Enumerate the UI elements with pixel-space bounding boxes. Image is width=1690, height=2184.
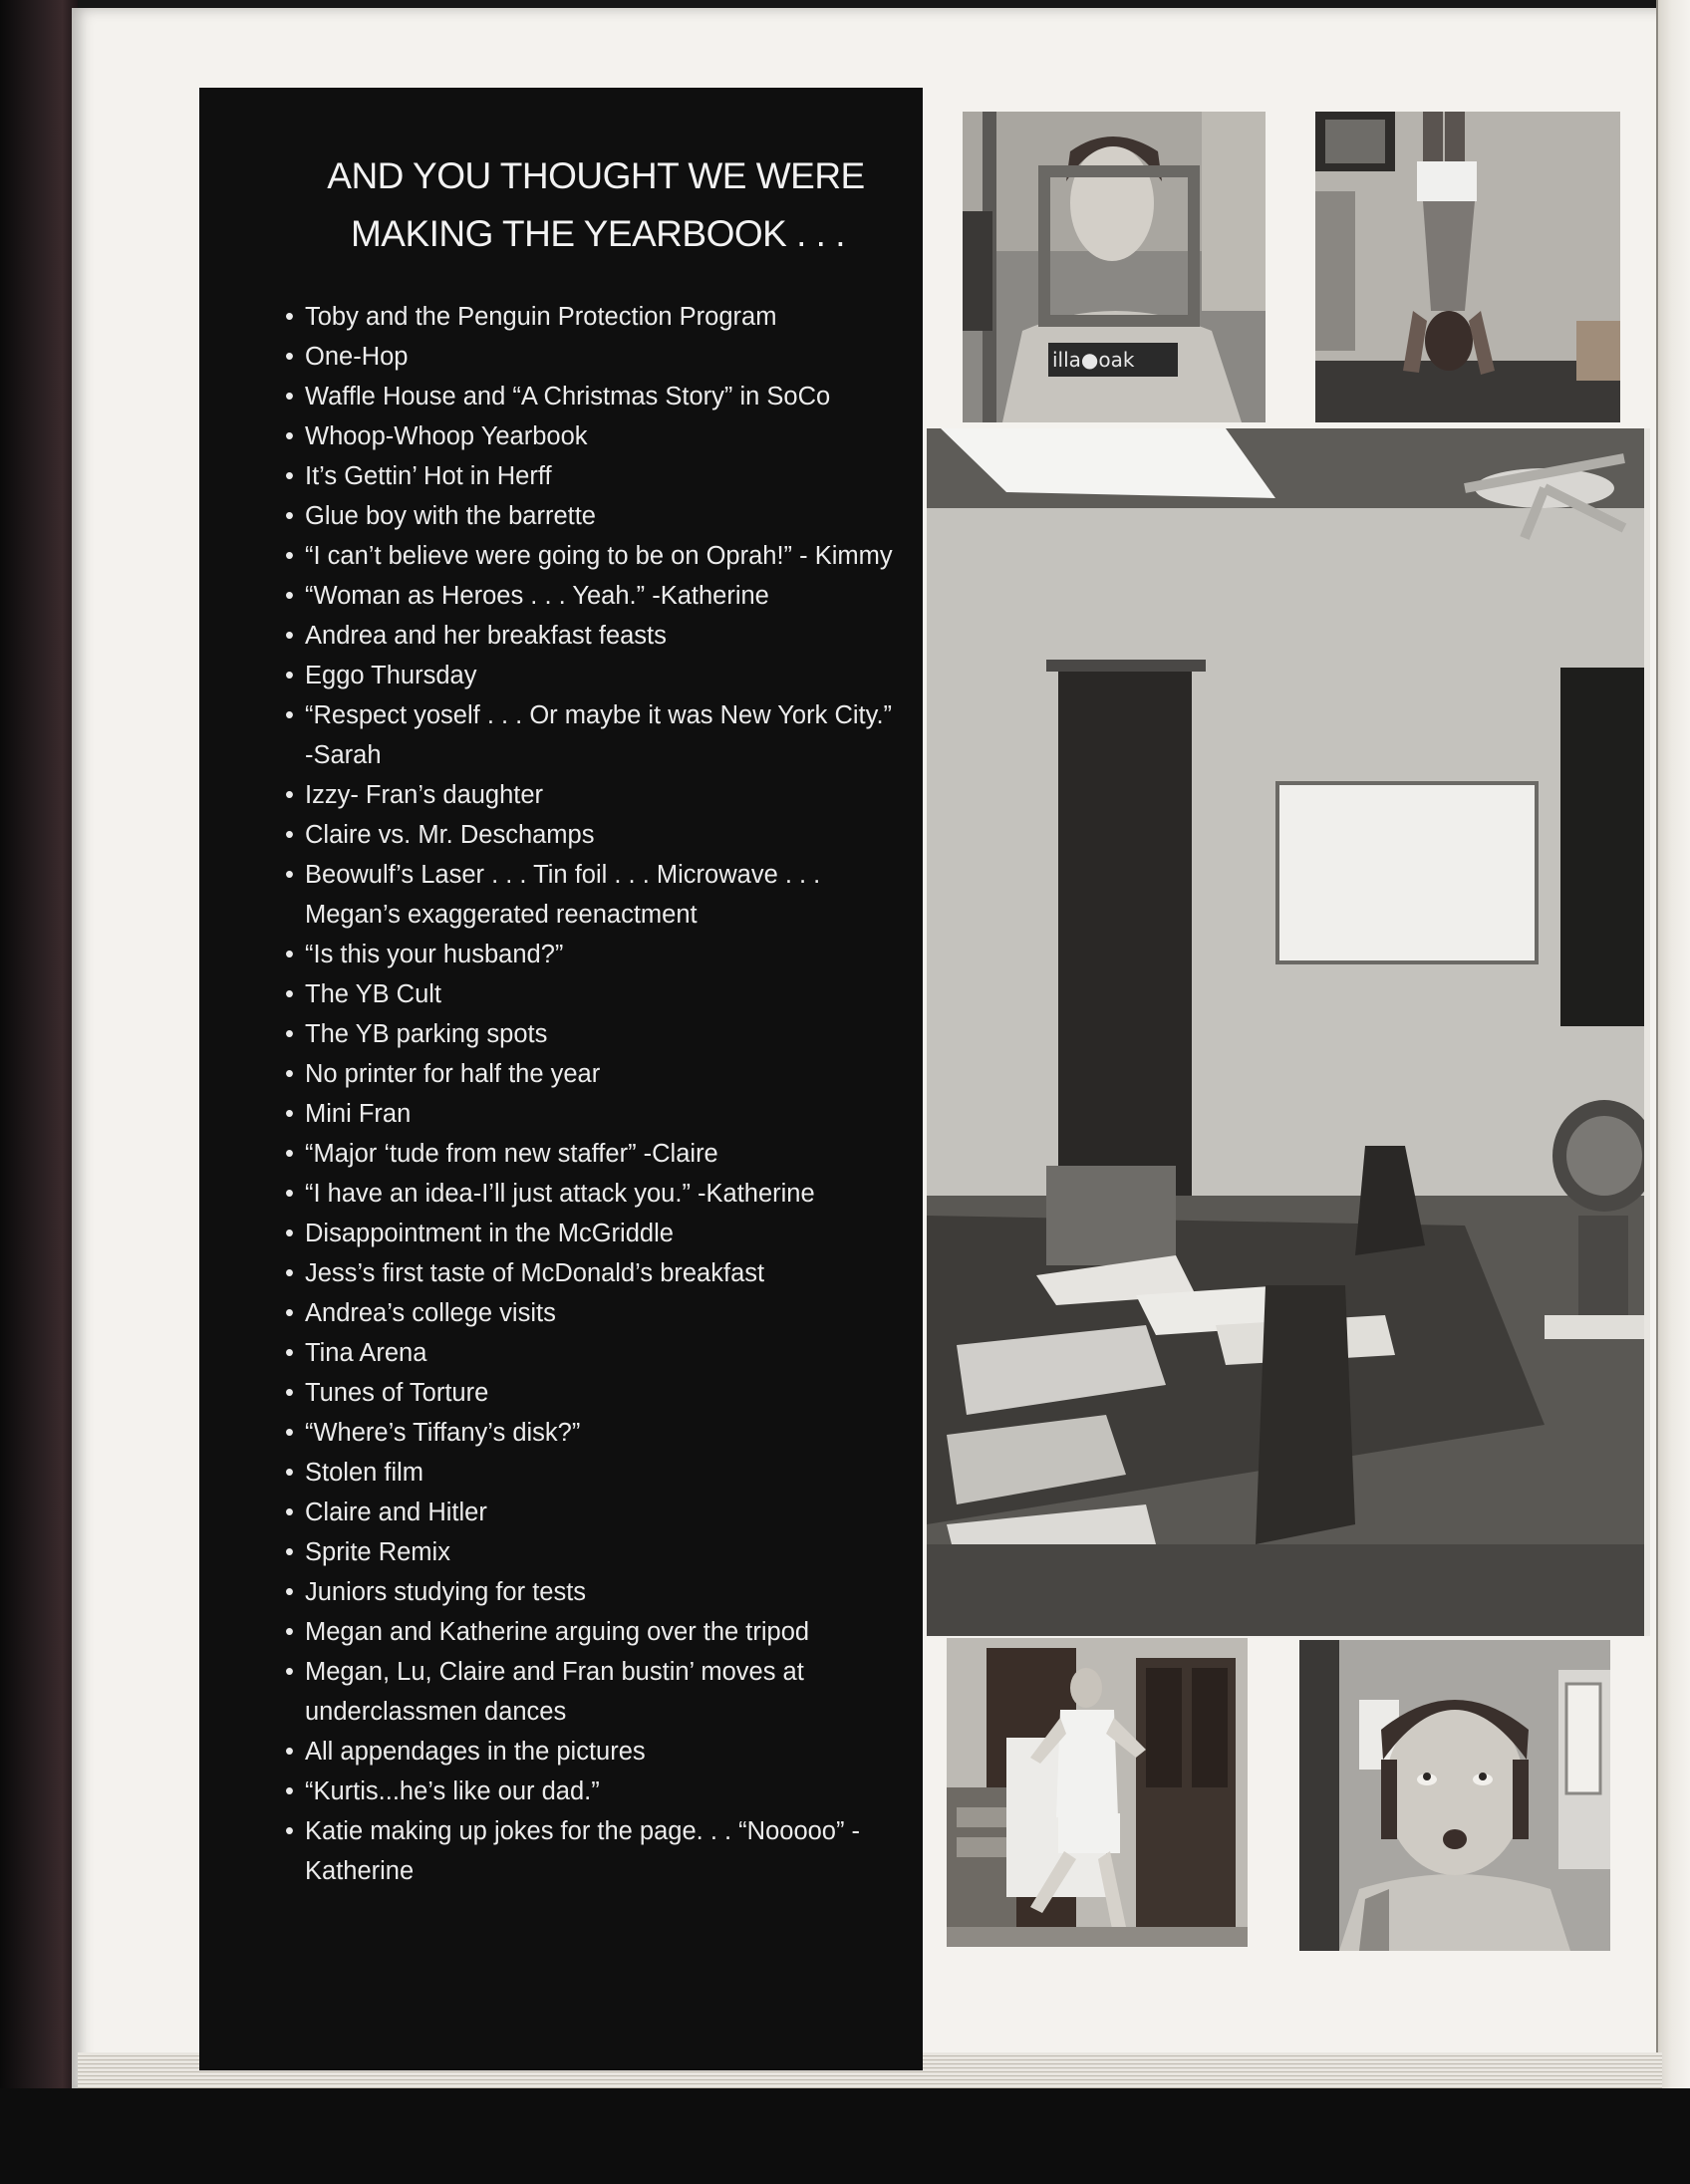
memory-item: • Andrea’s college visits	[285, 1293, 903, 1333]
memory-item: • Katie making up jokes for the page. . . “Nooooo” -Katherine	[285, 1811, 903, 1891]
book-edge	[0, 0, 78, 2184]
memory-item: • Andrea and her breakfast feasts	[285, 616, 903, 656]
photo-dancing-student	[947, 1638, 1248, 1947]
page-gutter	[1656, 0, 1690, 2092]
text-panel	[199, 88, 923, 2070]
memory-item: • One-Hop	[285, 337, 903, 377]
memory-item: • Toby and the Penguin Protection Program	[285, 297, 903, 337]
memories-list	[285, 297, 903, 1891]
page-title	[199, 147, 923, 263]
memory-item: • Beowulf’s Laser . . . Tin foil . . . Microwave . . . Megan’s exaggerated reenactment	[285, 855, 903, 935]
photo-girl-face	[1299, 1640, 1610, 1951]
title-line-2: MAKING THE YEARBOOK . . .	[350, 213, 846, 254]
memory-item: • Disappointment in the McGriddle	[285, 1214, 903, 1253]
memory-item: • “Woman as Heroes . . . Yeah.” -Katherine	[285, 576, 903, 616]
memory-item: • Megan, Lu, Claire and Fran bustin’ moves at underclassmen dances	[285, 1652, 903, 1732]
memory-item: • Tina Arena	[285, 1333, 903, 1373]
photo-handstand	[1315, 112, 1620, 422]
memory-item: • Waffle House and “A Christmas Story” in SoCo	[285, 377, 903, 416]
memory-item: • “Is this your husband?”	[285, 935, 903, 974]
memory-item: • Eggo Thursday	[285, 656, 903, 695]
memory-item: • Sprite Remix	[285, 1532, 903, 1572]
memory-item: • “I can’t believe were going to be on Oprah!” - Kimmy	[285, 536, 903, 576]
memory-item: • Mini Fran	[285, 1094, 903, 1134]
memory-item: • Stolen film	[285, 1453, 903, 1493]
svg-text:illa●oak: illa●oak	[1052, 348, 1135, 372]
memory-item: • Claire vs. Mr. Deschamps	[285, 815, 903, 855]
memory-item: • “Kurtis...he’s like our dad.”	[285, 1772, 903, 1811]
memory-item: • Whoop-Whoop Yearbook	[285, 416, 903, 456]
bottom-shadow	[0, 2088, 1690, 2184]
memory-item: • “I have an idea-I’ll just attack you.” -Katherine	[285, 1174, 903, 1214]
memory-item: • It’s Gettin’ Hot in Herff	[285, 456, 903, 496]
memory-item: • Jess’s first taste of McDonald’s breakfast	[285, 1253, 903, 1293]
memory-item: • Tunes of Torture	[285, 1373, 903, 1413]
photo-girl-with-frame	[963, 112, 1266, 422]
memory-item: • Juniors studying for tests	[285, 1572, 903, 1612]
title-line-1: AND YOU THOUGHT WE WERE	[327, 155, 865, 196]
memory-item: • Izzy- Fran’s daughter	[285, 775, 903, 815]
memory-item: • Glue boy with the barrette	[285, 496, 903, 536]
memory-item: • The YB parking spots	[285, 1014, 903, 1054]
memory-item: • The YB Cult	[285, 974, 903, 1014]
memory-item: • “Respect yoself . . . Or maybe it was New York City.” -Sarah	[285, 695, 903, 775]
memory-item: • No printer for half the year	[285, 1054, 903, 1094]
memory-item: • Megan and Katherine arguing over the tripod	[285, 1612, 903, 1652]
memory-item: • “Where’s Tiffany’s disk?”	[285, 1413, 903, 1453]
memory-item: • All appendages in the pictures	[285, 1732, 903, 1772]
memory-item: • Claire and Hitler	[285, 1493, 903, 1532]
photo-yearbook-office	[927, 428, 1650, 1636]
memory-item: • “Major ‘tude from new staffer” -Claire	[285, 1134, 903, 1174]
